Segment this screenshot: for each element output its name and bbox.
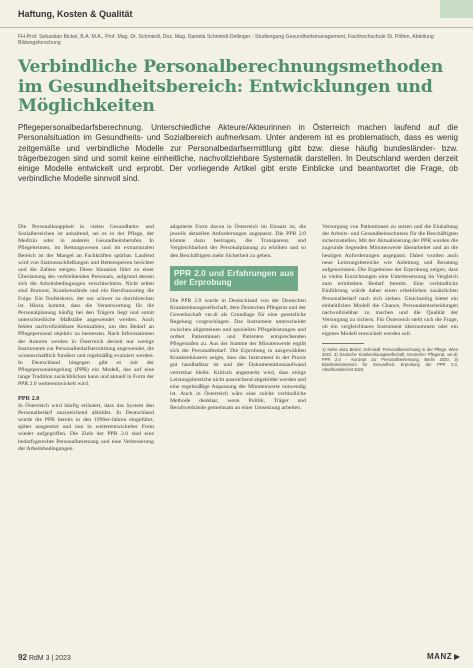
- rubric-label: Haftung, Kosten & Qualität: [18, 9, 133, 19]
- author-line: FH-Prof. Sebastian Bickel, B.A. M.A., Prof. Mag. Dr. Schmiedl, Doz. Mag. Daniela Schmiedl-Dellinger - Studiengang Gesundheitsmanagement, Fachhochschule St. Pölten, Abteilung Bildungsforschung: [18, 34, 434, 47]
- publisher-mark-icon: [454, 654, 460, 660]
- page-number: 92: [18, 653, 27, 662]
- column-3: [322, 224, 458, 372]
- rubric-header: [0, 0, 473, 28]
- article-title: Verbindliche Personalberechnungsmethoden im Gesundheitsbereich: Entwicklungen und Möglichkeiten: [18, 57, 444, 117]
- lead-paragraph: Pflegepersonalbedarfsberechnung. Unterschiedliche Akteure/Akteurinnen in Österreich machen laufend auf die Personalsituation im Gesundheits- und Sozialbereich aufmerksam. Unter anderem ist es problematisch, dass es wenig zeitgemäße und verbindliche Modelle zur Personalbedarfsermittlung gibt bzw. diese häufig bundesländer- bzw. trägerbezogen sind und somit keine einheitliche, nachvollziehbare Systematik darstellen. In Deutschland werden derzeit einige Modelle entwickelt und erprobt. Der vorliegende Artikel gibt erste Einblicke und beantwortet die Frage, ob verbindliche Modelle sinnvoll sind.: [18, 123, 458, 184]
- body-paragraph: In Österreich wird häufig erläutert, dass das System den Personalbedarf unzureichend abbildet. In Deutschland wurde die PPR bereits in den 1990er-Jahren eingeführt, später ausgesetzt und nun in weiterentwickelter Form wieder aufgegriffen. Die Ziele der PPR 2.0 sind eine bedarfsgerechte Personalbesetzung und eine Verbesserung der Arbeitsbedingungen.: [18, 402, 154, 452]
- rubric-accent-block: [440, 0, 473, 18]
- body-columns: [18, 224, 458, 644]
- body-paragraph: Versorgung von Patientinnen zu setzen und die Einhaltung der Arbeits- und Gesundheitsschutzes für die Beschäftigten sicherzustellen. Mit der Aktualisierung der PPR wurden die zugrunde liegenden Minutenwerte überarbeitet und an die heutigen Anforderungen angepasst. Dabei wurden auch neue Leistungsbereiche wie Anleitung und Beratung aufgenommen. Die Ergebnisse der Erprobung zeigen, dass in vielen Einrichtungen eine Unterbesetzung im Vergleich zum ermittelten Bedarf besteht. Eine verbindliche Einführung würde daher einen erheblichen zusätzlichen Personalbedarf nach sich ziehen. Gleichzeitig bietet ein einheitliches Modell die Chance, Personalentscheidungen nachvollziehbar zu machen und die Qualität der Versorgung zu sichern. Für Österreich stellt sich die Frage, ob ein vergleichbares Instrument übernommen oder ein eigenes Modell entwickelt werden soll.: [322, 224, 458, 338]
- page-footer: [0, 648, 473, 668]
- body-paragraph: Die Personalknappheit in vielen Gesundheits- und Sozialbereichen ist anhaltend, sei es in der Pflege, der Medizin oder in anderen Gesundheitsberufen. In Pflegeheimen, im Rettungswesen und im extramuralen Bereich ist der Mangel an Fachkräften spürbar. Laufend wird von Stationsschließungen und Bettensperren berichtet und die Zahlen steigen. Diese Situation führt zu einer Überlastung des verbleibenden Personals, aufgrund dessen sich die Arbeitsbedingungen verschlechtern. Nicht selten sind Burnout, Krankenstände und ein Berufsausstieg die Folge. Ein Teufelskreis, der nur schwer zu durchbrechen ist. Hinzu kommt, dass die Verantwortung für die Personalplanung häufig bei den Trägern liegt und somit unterschiedliche Maßstäbe angewendet werden. Auch fehlen nachvollziehbare Kennzahlen, um den Bedarf an Pflegepersonal objektiv zu bemessen. Nach Informationen der Autoren werden in Österreich derzeit nur wenige Instrumente zur Personalbedarfsermittlung angewendet, die wissenschaftlich fundiert und regelmäßig evaluiert werden. In Deutschland hingegen gibt es mit der Pflegepersonalregelung (PPR) ein Modell, das auf eine lange Tradition zurückblicken kann und aktuell in Form der PPR 2.0 weiterentwickelt wird.: [18, 224, 154, 388]
- body-paragraph: Die PPR 2.0 wurde in Deutschland von der Deutschen Krankenhausgesellschaft, dem Deutschen Pflegerat und der Gewerkschaft ver.di als Grundlage für eine gesetzliche Regelung vorgeschlagen. Das Instrument unterscheidet zwischen allgemeinen und speziellen Pflegeleistungen und ordnet Patientinnen und Patienten entsprechenden Pflegestufen zu. Aus der Summe der Minutenwerte ergibt sich der Personalbedarf. Die Erprobung in ausgewählten Krankenhäusern zeigte, dass das Instrument in der Praxis gut handhabbar ist und der Dokumentationsaufwand vertretbar bleibt. Kritisch angemerkt wird, dass einige Leistungsbereiche nicht ausreichend abgebildet werden und eine regelmäßige Anpassung der Minutenwerte notwendig ist. Auch in Österreich wäre eine solche verbindliche Methode denkbar, wenn Politik, Träger und Berufsverbände gemeinsam an einer Umsetzung arbeiten.: [170, 297, 306, 412]
- publisher-logo: [427, 652, 460, 661]
- page-number-area: [18, 653, 71, 662]
- callout-box: PPR 2.0 und Erfahrungen aus der Erprobung: [170, 266, 298, 291]
- footnote-divider: [322, 343, 364, 344]
- section-subheading: PPR 2.0: [18, 394, 40, 402]
- publisher-name: MANZ: [427, 652, 453, 661]
- body-paragraph: adaptierte Form davon in Österreich im Einsatz ist, die jeweils aktuellen Anforderungen angepasst. Die PPR 2.0 könnte dazu beitragen, die Transparenz und Vergleichbarkeit der Personalplanung zu erhöhen und so den Beschäftigten mehr Sicherheit zu geben.: [170, 224, 306, 259]
- footnotes: 1) Siehe dazu Bickel, Schmiedl: Personalberechnung in der Pflege, Wien 2022. 2) Deutsche Krankenhausgesellschaft, Deutscher Pflegerat, ver.di: PPR 2.0 - Konzept zur Personalbemessung, Berlin 2020. 3) Bundesministerium für Gesundheit: Erprobung der PPR 2.0, Abschlussbericht 2023.: [322, 346, 458, 372]
- column-2: [170, 224, 306, 412]
- column-1: [18, 224, 154, 453]
- issue-label: RdM 3 | 2023: [28, 655, 71, 662]
